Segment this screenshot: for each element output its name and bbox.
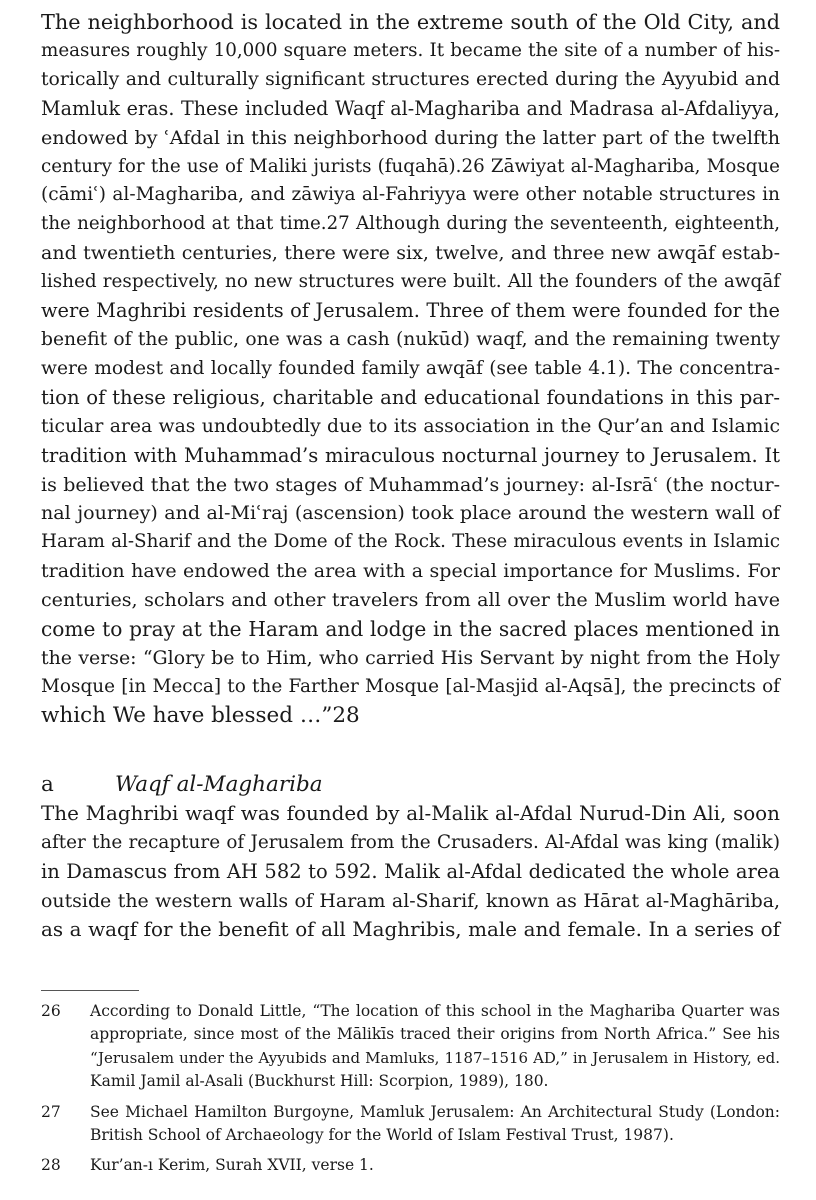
- footnote-divider: [41, 990, 139, 991]
- text-line: as a waqf for the benefit of all Maghribis, male and female. In a series of: [41, 917, 780, 941]
- text-line: Mosque [in Mecca] to the Farther Mosque [al-Masjid al-Aqsā], the precincts of: [41, 675, 780, 697]
- text-line: tradition with Muhammad’s miraculous nocturnal journey to Jerusalem. It: [41, 443, 780, 467]
- text-line: after the recapture of Jerusalem from the Crusaders. Al-Afdal was king (malik): [41, 831, 780, 853]
- text-line: lished respectively, no new structures were built. All the founders of the awqāf: [41, 271, 780, 293]
- text-line: (cāmiʿ) al-Maghariba, and zāwiya al-Fahriyya were other notable structures in: [41, 184, 780, 206]
- text-line: benefit of the public, one was a cash (nukūd) waqf, and the remaining twenty: [41, 328, 780, 350]
- section-title: Waqf al-Maghariba: [115, 772, 323, 797]
- text-line: is believed that the two stages of Muhammad’s journey: al-Isrāʿ (the noctur-: [41, 473, 780, 496]
- paragraph-maghribi-waqf: [41, 800, 780, 945]
- paragraph-neighborhood: [41, 8, 780, 731]
- text-line: centuries, scholars and other travelers from all over the Muslim world have: [41, 588, 780, 612]
- section-heading: [41, 771, 780, 799]
- text-line: Mamluk eras. These included Waqf al-Maghariba and Madrasa al-Afdaliyya,: [41, 96, 780, 120]
- text-line: measures roughly 10,000 square meters. It became the site of a number of his-: [41, 39, 780, 61]
- footnote-26: [41, 1000, 780, 1094]
- text-line: ticular area was undoubtedly due to its association in the Qur’an and Islamic: [41, 415, 780, 437]
- section-letter: a: [41, 772, 54, 797]
- text-line: were Maghribi residents of Jerusalem. Three of them were founded for the: [41, 299, 780, 323]
- text-line: The Maghribi waqf was founded by al-Malik al-Afdal Nurud-Din Ali, soon: [41, 802, 780, 825]
- text-line: tion of these religious, charitable and educational foundations in this par-: [41, 385, 780, 409]
- footnote-line: “Jerusalem under the Ayyubids and Mamluks, 1187–1516 AD,” in Jerusalem in History, ed.: [90, 1048, 780, 1067]
- text-line: the neighborhood at that time.27 Although during the seventeenth, eighteenth,: [41, 213, 780, 235]
- footnote-line: Kamil Jamil al-Asali (Buckhurst Hill: Scorpion, 1989), 180.: [90, 1072, 549, 1091]
- text-line: were modest and locally founded family awqāf (see table 4.1). The concentra-: [41, 357, 780, 379]
- text-line: The neighborhood is located in the extreme south of the Old City, and: [41, 10, 780, 34]
- footnote-line: appropriate, since most of the Mālikīs traced their origins from North Africa.” See his: [90, 1025, 780, 1044]
- footnote-line: British School of Archaeology for the World of Islam Festival Trust, 1987).: [90, 1126, 674, 1145]
- footnote-line: See Michael Hamilton Burgoyne, Mamluk Jerusalem: An Architectural Study (London:: [90, 1102, 780, 1121]
- text-line: torically and culturally significant structures erected during the Ayyubid and: [41, 68, 780, 90]
- footnote-line: According to Donald Little, “The location of this school in the Maghariba Quarter was: [90, 1002, 780, 1020]
- text-line: endowed by ʿAfdal in this neighborhood during the latter part of the twelfth: [41, 125, 780, 149]
- text-line: and twentieth centuries, there were six, twelve, and three new awqāf estab-: [41, 242, 780, 265]
- text-line: outside the western walls of Haram al-Sharif, known as Hārat al-Maghāriba,: [41, 889, 780, 912]
- text-line: come to pray at the Haram and lodge in the sacred places mentioned in: [41, 617, 780, 642]
- text-line: tradition have endowed the area with a special importance for Muslims. For: [41, 560, 780, 583]
- text-line: which We have blessed …”28: [41, 702, 360, 728]
- text-line: nal journey) and al-Miʿraj (ascension) took place around the western wall of: [41, 501, 780, 525]
- text-line: in Damascus from AH 582 to 592. Malik al-Afdal dedicated the whole area: [41, 859, 780, 883]
- footnote-number: 28: [41, 1156, 61, 1175]
- footnote-27: [41, 1101, 780, 1148]
- text-line: century for the use of Maliki jurists (fuqahā).26 Zāwiyat al-Maghariba, Mosque: [41, 155, 780, 177]
- text-line: the verse: “Glory be to Him, who carried His Servant by night from the Holy: [41, 646, 780, 669]
- footnote-line: Kur’an-ı Kerim, Surah XVII, verse 1.: [90, 1156, 374, 1175]
- footnote-number: 26: [41, 1002, 61, 1020]
- footnote-28: [41, 1154, 780, 1177]
- text-line: Haram al-Sharif and the Dome of the Rock. These miraculous events in Islamic: [41, 531, 780, 553]
- footnotes: [41, 1000, 780, 1185]
- footnote-number: 27: [41, 1102, 61, 1121]
